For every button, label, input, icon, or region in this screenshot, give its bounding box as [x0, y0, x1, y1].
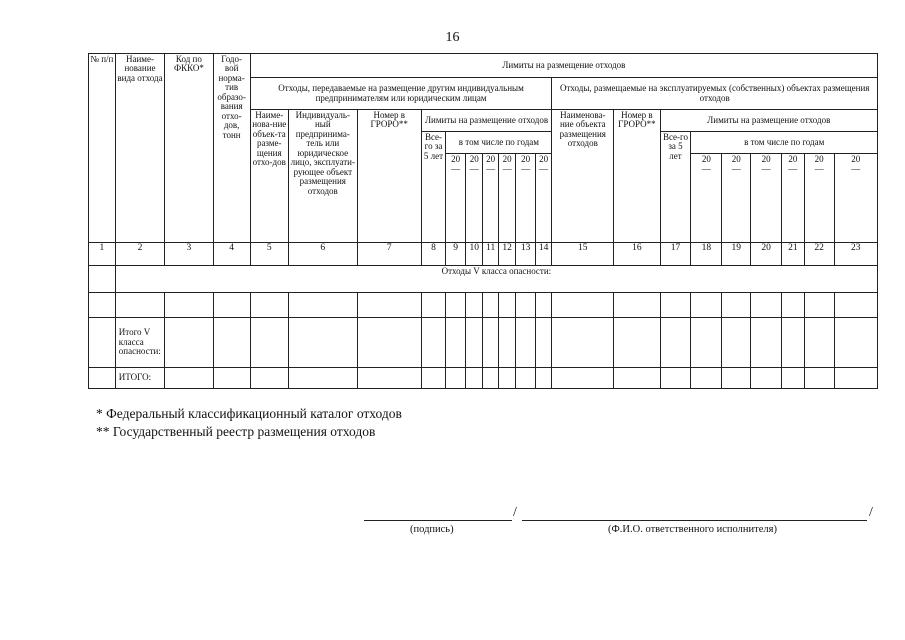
header-year: 20 —	[535, 154, 551, 243]
column-number: 23	[834, 243, 877, 266]
data-row-empty	[89, 293, 878, 318]
header-year-own: 20 —	[834, 154, 877, 243]
header-by-years-own: в том числе по годам	[691, 132, 878, 154]
column-number: 22	[804, 243, 834, 266]
column-number: 12	[498, 243, 516, 266]
column-number: 21	[782, 243, 805, 266]
section-number-cell	[89, 266, 116, 293]
signature-line	[364, 520, 512, 521]
header-year-own: 20 —	[691, 154, 722, 243]
column-number: 17	[660, 243, 691, 266]
column-number: 18	[691, 243, 722, 266]
waste-limits-table	[88, 53, 878, 389]
header-year-own: 20 —	[782, 154, 805, 243]
header-total-5-years-own: Все-го за 5 лет	[660, 132, 691, 243]
column-number: 19	[722, 243, 751, 266]
header-groro-number-own: Номер в ГРОРО**	[614, 110, 660, 243]
subtotal-row	[89, 318, 878, 368]
header-object-name: Наиме-нова-ние объек-та разме-щения отхо-дов	[250, 110, 288, 243]
header-operator: Индивидуаль-ный предпринима-тель или юридическое лицо, эксплуати-рующее объект размещения отходов	[288, 110, 357, 243]
footnote-fkko: * Федеральный классификационный каталог отходов	[96, 406, 402, 421]
column-number: 1	[89, 243, 116, 266]
header-own-facilities-waste: Отходы, размещаемые на эксплуатируемых (собственных) объектах размещения отходов	[552, 78, 878, 110]
subtotal-label: Итого V класса опасности:	[115, 318, 164, 368]
header-fkko-code: Код по ФККО*	[165, 54, 213, 243]
header-transferred-waste: Отходы, передаваемые на размещение другим индивидуальным предпринимателям или юридическим лицам	[250, 78, 552, 110]
header-object-name-own: Наименова-ние объекта размещения отходов	[552, 110, 614, 243]
signature-separator: /	[513, 505, 517, 520]
header-year-own: 20 —	[751, 154, 782, 243]
column-number: 13	[516, 243, 536, 266]
column-number: 7	[357, 243, 421, 266]
total-row	[89, 368, 878, 389]
header-annual-norm: Годо-вой норма-тив образо-вания отхо-дов, тонн	[213, 54, 250, 243]
header-waste-name: Наиме-нование вида отхода	[115, 54, 164, 243]
column-number: 8	[421, 243, 446, 266]
column-number: 9	[446, 243, 466, 266]
total-label: ИТОГО:	[115, 368, 164, 389]
header-disposal-limits: Лимиты на размещение отходов	[250, 54, 877, 78]
signature-caption: (подпись)	[410, 524, 454, 535]
column-number: 5	[250, 243, 288, 266]
header-row-number: № п/п	[89, 54, 116, 243]
column-number: 11	[483, 243, 498, 266]
column-number: 6	[288, 243, 357, 266]
column-number: 14	[535, 243, 551, 266]
header-year-own: 20 —	[804, 154, 834, 243]
column-number: 10	[465, 243, 483, 266]
responsible-name-caption: (Ф.И.О. ответственного исполнителя)	[608, 524, 777, 535]
column-number: 2	[115, 243, 164, 266]
header-year: 20 —	[516, 154, 536, 243]
footnote-groro: ** Государственный реестр размещения отходов	[96, 424, 376, 439]
header-total-5-years: Все-го за 5 лет	[421, 132, 446, 243]
header-year: 20 —	[498, 154, 516, 243]
column-number: 16	[614, 243, 660, 266]
header-limits-transferred: Лимиты на размещение отходов	[421, 110, 552, 132]
column-number: 3	[165, 243, 213, 266]
name-line-end: /	[869, 505, 873, 520]
header-year: 20 —	[446, 154, 466, 243]
page-number: 16	[445, 30, 460, 45]
header-year: 20 —	[465, 154, 483, 243]
header-year: 20 —	[483, 154, 498, 243]
column-number: 20	[751, 243, 782, 266]
header-year-own: 20 —	[722, 154, 751, 243]
column-number: 4	[213, 243, 250, 266]
name-line	[522, 520, 867, 521]
column-number: 15	[552, 243, 614, 266]
section-title: Отходы V класса опасности:	[115, 266, 877, 293]
header-by-years: в том числе по годам	[446, 132, 552, 154]
header-limits-own: Лимиты на размещение отходов	[660, 110, 877, 132]
header-groro-number: Номер в ГРОРО**	[357, 110, 421, 243]
